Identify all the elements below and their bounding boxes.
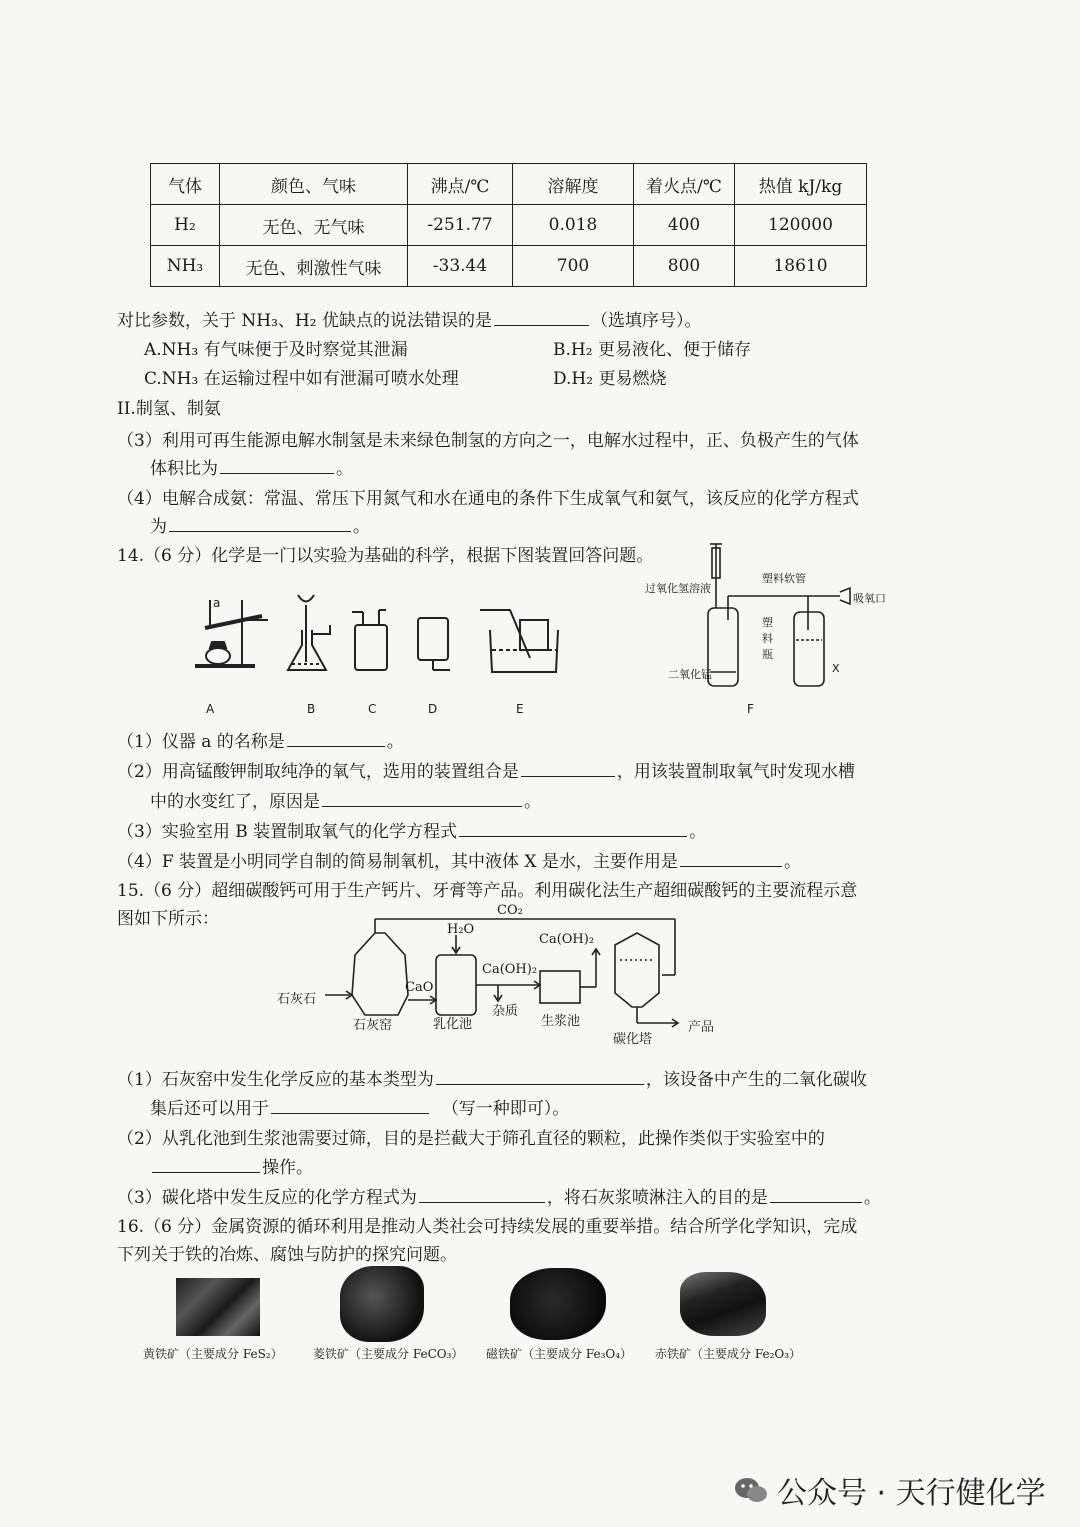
table-header-cell: 溶解度 bbox=[513, 164, 634, 205]
bottle-label: 塑料瓶 bbox=[762, 616, 773, 661]
question-text: ，用该装置制取氧气时发现水槽 bbox=[616, 762, 855, 782]
question-line bbox=[150, 512, 370, 537]
question-text: （1）仪器 a 的名称是 bbox=[117, 732, 285, 752]
apparatus-e bbox=[480, 610, 558, 672]
question-line bbox=[150, 1153, 313, 1178]
question-line bbox=[117, 727, 404, 752]
co2-label: CO₂ bbox=[497, 903, 523, 918]
answer-blank[interactable] bbox=[459, 818, 687, 837]
question-text: 。 bbox=[783, 852, 801, 872]
question-line bbox=[117, 1183, 881, 1208]
question-line bbox=[117, 847, 801, 872]
question-text: （2）用高锰酸钾制取纯净的氧气，选用的装置组合是 bbox=[117, 762, 519, 782]
question-text: 。 bbox=[353, 517, 370, 537]
table-cell: H₂ bbox=[151, 205, 220, 246]
question-text: 。 bbox=[863, 1188, 881, 1208]
pyrite-image bbox=[176, 1278, 260, 1336]
question-text: 中的水变红了，原因是 bbox=[150, 792, 320, 812]
answer-blank[interactable] bbox=[169, 513, 351, 532]
hematite-image bbox=[680, 1272, 766, 1336]
limestone-input-label: 石灰石 bbox=[277, 992, 317, 1007]
option-d: D.H₂ 更易燃烧 bbox=[553, 369, 667, 389]
kiln-shape bbox=[352, 933, 408, 1015]
question-text: （选填序号）。 bbox=[590, 311, 702, 331]
question-line bbox=[150, 787, 541, 812]
table-header-cell: 热值 kJ/kg bbox=[735, 164, 867, 205]
answer-blank[interactable] bbox=[680, 848, 782, 867]
instrument-a-mark: a bbox=[213, 596, 221, 610]
question-text: （3）利用可再生能源电解水制氢是未来绿色制氢的方向之一，电解水过程中，正、负极产生的气体 bbox=[117, 431, 859, 451]
question-title: 16.（6 分）金属资源的循环利用是推动人类社会可持续发展的重要举措。结合所学化学知识，完成 bbox=[117, 1217, 858, 1237]
table-header-cell: 沸点/℃ bbox=[408, 164, 513, 205]
table-row bbox=[151, 205, 867, 246]
question-text: （4）电解合成氨：常温、常压下用氮气和水在通电的条件下生成氧气和氨气，该反应的化学方程式 bbox=[117, 489, 859, 509]
question-text: ，该设备中产生的二氧化碳收 bbox=[645, 1070, 867, 1090]
tube-label: 塑料软管 bbox=[762, 572, 806, 585]
slaking-pool-label: 乳化池 bbox=[433, 1017, 473, 1032]
apparatus-label: C bbox=[368, 702, 377, 716]
table-header-row bbox=[151, 164, 867, 205]
answer-blank[interactable] bbox=[436, 1066, 644, 1085]
option-a: A.NH₃ 有气味便于及时察觉其泄漏 bbox=[144, 340, 408, 360]
slurry-pool-shape bbox=[540, 971, 580, 1003]
table-row bbox=[151, 246, 867, 287]
table-cell: 400 bbox=[634, 205, 735, 246]
liquid-x-label: X bbox=[832, 662, 840, 675]
question-text: （写一种即可）。 bbox=[441, 1099, 570, 1119]
question-line bbox=[117, 1065, 867, 1090]
table-header-cell: 着火点/℃ bbox=[634, 164, 735, 205]
carbonation-tower-label: 碳化塔 bbox=[613, 1032, 653, 1047]
table-cell: 120000 bbox=[735, 205, 867, 246]
kiln-label: 石灰窑 bbox=[353, 1018, 393, 1033]
answer-blank[interactable] bbox=[152, 1154, 260, 1173]
caoh2-top-label: Ca(OH)₂ bbox=[539, 932, 595, 947]
h2o2-label: 过氧化氢溶液 bbox=[645, 582, 711, 595]
question-text: 为 bbox=[150, 517, 167, 537]
question-text: （2）从乳化池到生浆池需要过筛，目的是拦截大于筛孔直径的颗粒，此操作类似于实验室中的 bbox=[117, 1129, 825, 1149]
answer-blank[interactable] bbox=[521, 758, 615, 777]
table-header-cell: 颜色、气味 bbox=[220, 164, 408, 205]
magnetite-image bbox=[510, 1268, 606, 1340]
table-header-cell: 气体 bbox=[151, 164, 220, 205]
question-text: 。 bbox=[386, 732, 404, 752]
apparatus-label: B bbox=[307, 702, 316, 716]
table-cell: 800 bbox=[634, 246, 735, 287]
option-b: B.H₂ 更易液化、便于储存 bbox=[553, 340, 751, 360]
question-line bbox=[150, 1094, 569, 1119]
question-text: （1）石灰窑中发生化学反应的基本类型为 bbox=[117, 1070, 434, 1090]
apparatus-label: D bbox=[428, 702, 438, 716]
question-line bbox=[150, 454, 353, 479]
question-text: 操作。 bbox=[262, 1158, 313, 1178]
table-cell: -251.77 bbox=[408, 205, 513, 246]
gas-properties-table bbox=[150, 163, 867, 287]
mineral-caption: 黄铁矿（主要成分 FeS₂） bbox=[143, 1347, 283, 1361]
answer-blank[interactable] bbox=[419, 1184, 545, 1203]
apparatus-label: E bbox=[516, 702, 524, 716]
slaking-pool-shape bbox=[436, 955, 476, 1015]
apparatus-a bbox=[195, 600, 268, 666]
oxygen-generator-diagram bbox=[700, 540, 870, 690]
slurry-pool-label: 生浆池 bbox=[541, 1014, 581, 1029]
table-cell: -33.44 bbox=[408, 246, 513, 287]
question-text: 。 bbox=[689, 822, 707, 842]
mineral-caption: 磁铁矿（主要成分 Fe₃O₄） bbox=[486, 1347, 633, 1361]
cao-label: CaO bbox=[405, 980, 434, 995]
mineral-caption: 菱铁矿（主要成分 FeCO₃） bbox=[313, 1347, 464, 1361]
mineral-caption: 赤铁矿（主要成分 Fe₂O₃） bbox=[655, 1347, 802, 1361]
question-text: （4）F 装置是小明同学自制的简易制氧机，其中液体 X 是水，主要作用是 bbox=[117, 852, 678, 872]
question-title: 下列关于铁的冶炼、腐蚀与防护的探究问题。 bbox=[117, 1245, 457, 1265]
apparatus-b bbox=[288, 595, 330, 670]
caoh2-mid-label: Ca(OH)₂ bbox=[482, 962, 538, 977]
mno2-label: 二氧化锰 bbox=[668, 668, 712, 681]
apparatus-label: F bbox=[747, 702, 754, 716]
h2o-label: H₂O bbox=[447, 922, 475, 937]
wechat-icon bbox=[733, 1475, 769, 1505]
answer-blank[interactable] bbox=[322, 788, 522, 807]
table-cell: 700 bbox=[513, 246, 634, 287]
product-label: 产品 bbox=[688, 1020, 715, 1035]
table-cell: NH₃ bbox=[151, 246, 220, 287]
question-text: （3）碳化塔中发生反应的化学方程式为 bbox=[117, 1188, 417, 1208]
tower-shape bbox=[615, 933, 659, 1007]
question-text: 对比参数，关于 NH₃、H₂ 优缺点的说法错误的是 bbox=[117, 311, 492, 331]
question-line bbox=[117, 817, 706, 842]
question-title: 15.（6 分）超细碳酸钙可用于生产钙片、牙膏等产品。利用碳化法生产超细碳酸钙的主要流程示意 bbox=[117, 881, 858, 901]
question-line bbox=[117, 757, 855, 782]
apparatus-d bbox=[418, 618, 450, 670]
impurity-label: 杂质 bbox=[492, 1004, 519, 1019]
apparatus-label: A bbox=[206, 702, 215, 716]
table-cell: 18610 bbox=[735, 246, 867, 287]
question-text: ，将石灰浆喷淋注入的目的是 bbox=[546, 1188, 768, 1208]
table-cell: 无色、无气味 bbox=[220, 205, 408, 246]
question-text: 体积比为 bbox=[150, 459, 218, 479]
outlet-label: 吸氧口 bbox=[853, 592, 886, 605]
question-title: 图如下所示： bbox=[117, 909, 219, 929]
option-c: C.NH₃ 在运输过程中如有泄漏可喷水处理 bbox=[144, 369, 459, 389]
answer-blank[interactable] bbox=[220, 455, 334, 474]
answer-blank[interactable] bbox=[287, 728, 385, 747]
watermark-text: 公众号 · 天行健化学 bbox=[777, 1476, 1046, 1511]
question-text: 。 bbox=[524, 792, 541, 812]
siderite-image bbox=[340, 1266, 424, 1342]
answer-blank[interactable] bbox=[271, 1095, 429, 1114]
section-heading: II.制氢、制氨 bbox=[117, 399, 221, 419]
compare-question bbox=[117, 306, 701, 331]
wechat-watermark bbox=[733, 1468, 1046, 1512]
apparatus-c bbox=[352, 610, 387, 670]
answer-blank[interactable] bbox=[494, 307, 589, 326]
apparatus-a-e-diagram bbox=[180, 580, 580, 680]
question-text: 。 bbox=[336, 459, 353, 479]
answer-blank[interactable] bbox=[770, 1184, 862, 1203]
question-text: 集后还可以用于 bbox=[150, 1099, 269, 1119]
table-cell: 0.018 bbox=[513, 205, 634, 246]
question-title: 14.（6 分）化学是一门以实验为基础的科学，根据下图装置回答问题。 bbox=[117, 546, 654, 566]
table-cell: 无色、刺激性气味 bbox=[220, 246, 408, 287]
question-text: （3）实验室用 B 装置制取氧气的化学方程式 bbox=[117, 822, 458, 842]
